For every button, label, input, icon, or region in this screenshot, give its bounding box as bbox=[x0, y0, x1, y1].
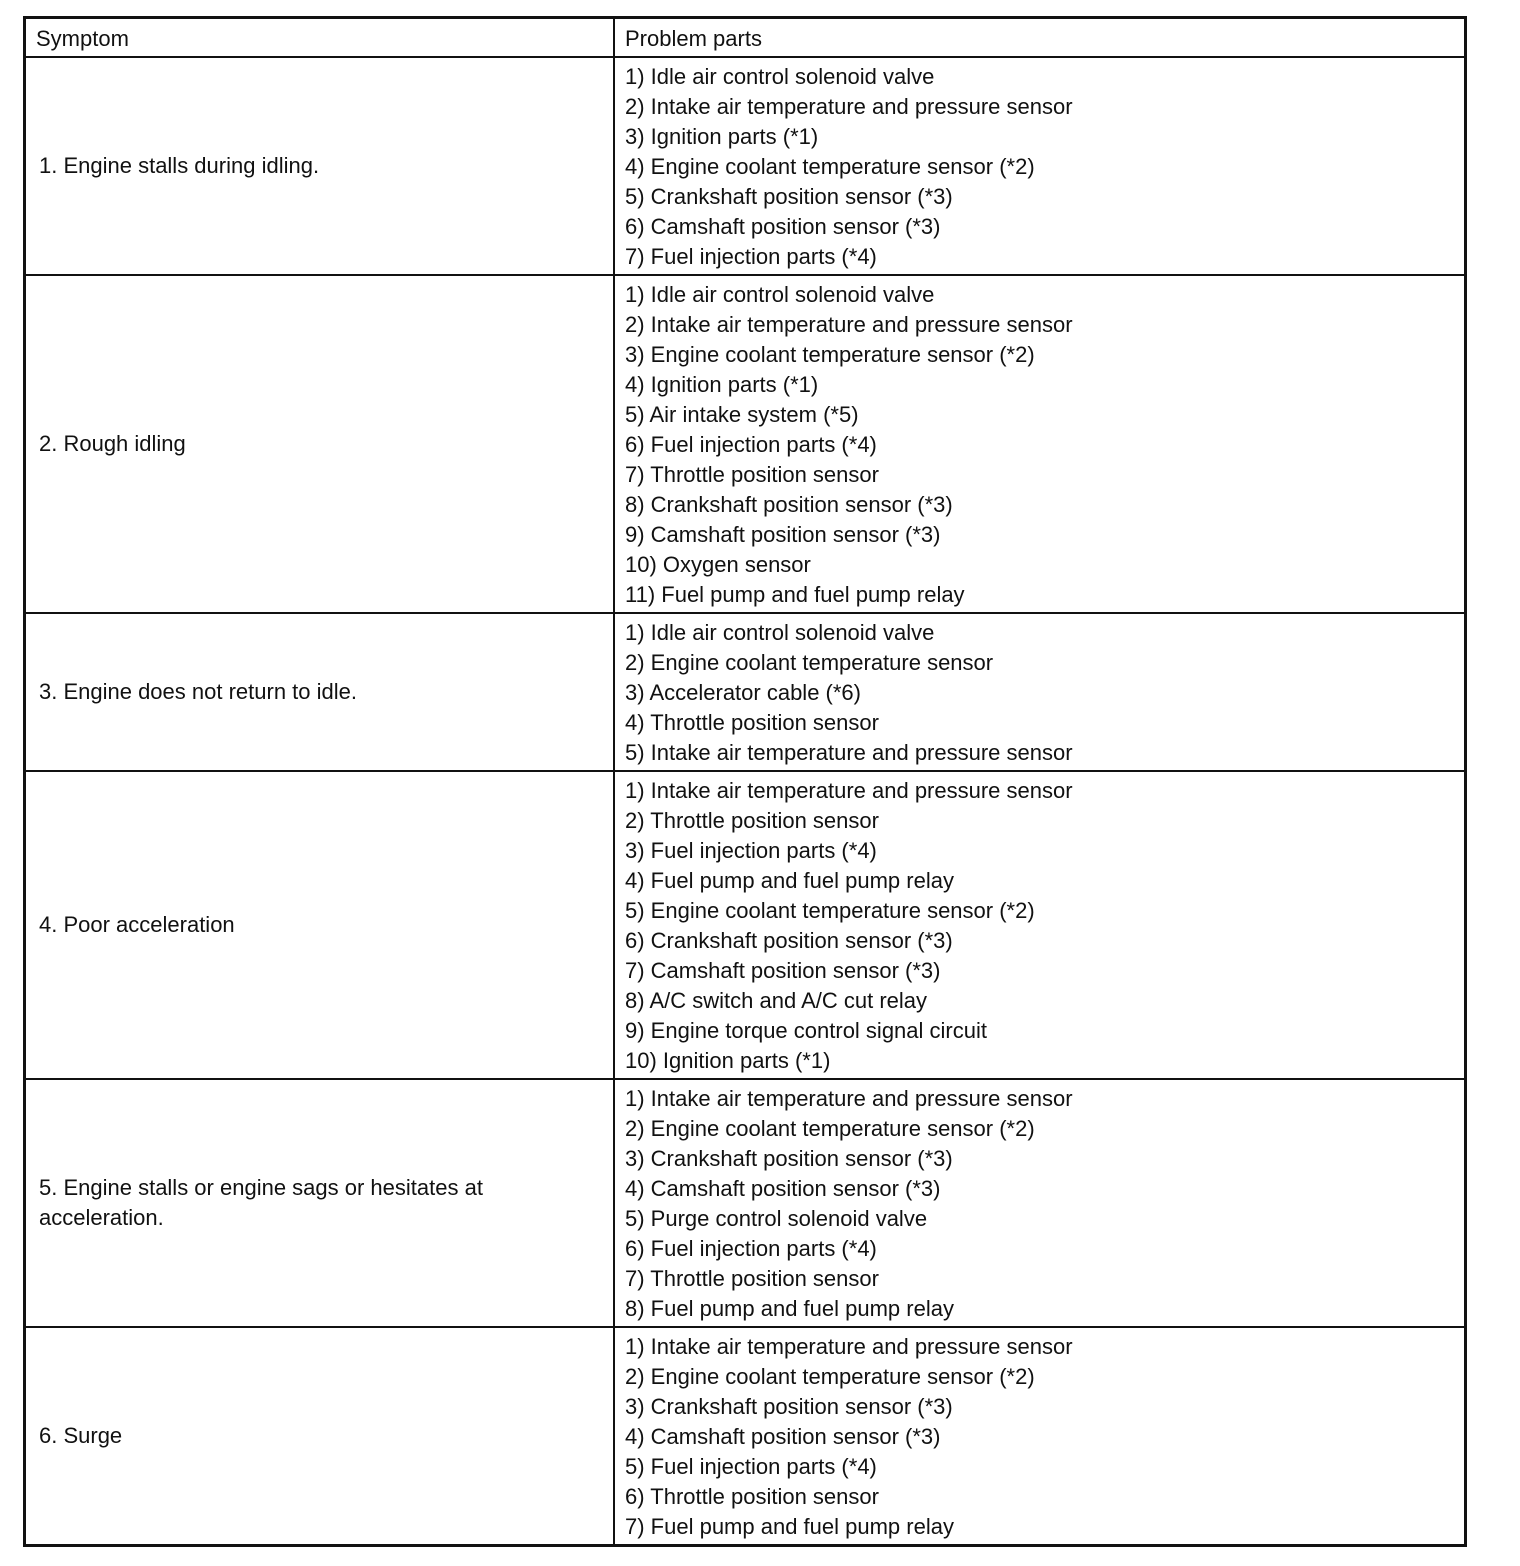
problem-parts-cell bbox=[614, 613, 1464, 771]
problem-part-item: 5) Intake air temperature and pressure sensor bbox=[625, 740, 1073, 765]
problem-part-item: 8) Fuel pump and fuel pump relay bbox=[625, 1296, 954, 1321]
problem-parts-cell bbox=[614, 771, 1464, 1079]
problem-part-item: 2) Engine coolant temperature sensor (*2) bbox=[625, 1116, 1035, 1141]
problem-part-item: 8) A/C switch and A/C cut relay bbox=[625, 988, 928, 1013]
problem-part-item: 7) Throttle position sensor bbox=[625, 1266, 879, 1291]
problem-part-item: 6) Fuel injection parts (*4) bbox=[625, 1236, 877, 1261]
problem-part-item: 5) Crankshaft position sensor (*3) bbox=[625, 184, 953, 209]
problem-part-item: 5) Fuel injection parts (*4) bbox=[625, 1454, 877, 1479]
problem-part-item: 5) Engine coolant temperature sensor (*2) bbox=[625, 898, 1035, 923]
problem-part-item: 7) Fuel injection parts (*4) bbox=[625, 244, 877, 269]
problem-parts-cell bbox=[614, 1327, 1464, 1544]
problem-part-item: 1) Idle air control solenoid valve bbox=[625, 620, 935, 645]
problem-parts-column-header: Problem parts bbox=[614, 19, 1464, 57]
problem-part-item: 8) Crankshaft position sensor (*3) bbox=[625, 492, 953, 517]
problem-part-item: 10) Oxygen sensor bbox=[625, 552, 811, 577]
problem-part-item: 1) Intake air temperature and pressure sensor bbox=[625, 1334, 1073, 1359]
problem-part-item: 2) Intake air temperature and pressure sensor bbox=[625, 94, 1073, 119]
table-row bbox=[26, 275, 1464, 613]
problem-part-item: 9) Engine torque control signal circuit bbox=[625, 1018, 987, 1043]
problem-part-item: 7) Camshaft position sensor (*3) bbox=[625, 958, 941, 983]
problem-part-item: 10) Ignition parts (*1) bbox=[625, 1048, 831, 1073]
problem-part-item: 4) Throttle position sensor bbox=[625, 710, 879, 735]
table-row bbox=[26, 771, 1464, 1079]
table-row bbox=[26, 57, 1464, 275]
problem-part-item: 4) Ignition parts (*1) bbox=[625, 372, 819, 397]
symptom-cell: 4. Poor acceleration bbox=[26, 771, 614, 1079]
problem-part-item: 2) Engine coolant temperature sensor bbox=[625, 650, 994, 675]
problem-part-item: 3) Engine coolant temperature sensor (*2) bbox=[625, 342, 1035, 367]
symptom-cell: 5. Engine stalls or engine sags or hesitates at acceleration. bbox=[26, 1079, 614, 1327]
problem-part-item: 2) Throttle position sensor bbox=[625, 808, 879, 833]
problem-part-item: 6) Fuel injection parts (*4) bbox=[625, 432, 877, 457]
problem-part-item: 7) Fuel pump and fuel pump relay bbox=[625, 1514, 954, 1539]
symptom-cell: 6. Surge bbox=[26, 1327, 614, 1544]
table-row bbox=[26, 1079, 1464, 1327]
symptom-cell: 2. Rough idling bbox=[26, 275, 614, 613]
problem-part-item: 9) Camshaft position sensor (*3) bbox=[625, 522, 941, 547]
diagnosis-table-frame bbox=[23, 16, 1467, 1547]
table-row bbox=[26, 1327, 1464, 1544]
problem-part-item: 4) Engine coolant temperature sensor (*2) bbox=[625, 154, 1035, 179]
problem-part-item: 4) Fuel pump and fuel pump relay bbox=[625, 868, 954, 893]
symptom-cell: 1. Engine stalls during idling. bbox=[26, 57, 614, 275]
symptom-problem-parts-table bbox=[26, 19, 1464, 1544]
problem-part-item: 6) Camshaft position sensor (*3) bbox=[625, 214, 941, 239]
problem-part-item: 2) Intake air temperature and pressure sensor bbox=[625, 312, 1073, 337]
symptom-cell: 3. Engine does not return to idle. bbox=[26, 613, 614, 771]
problem-part-item: 1) Idle air control solenoid valve bbox=[625, 64, 935, 89]
problem-part-item: 1) Intake air temperature and pressure sensor bbox=[625, 1086, 1073, 1111]
table-row bbox=[26, 613, 1464, 771]
problem-part-item: 3) Ignition parts (*1) bbox=[625, 124, 819, 149]
symptom-column-header: Symptom bbox=[26, 19, 614, 57]
problem-parts-cell bbox=[614, 1079, 1464, 1327]
table-header-row bbox=[26, 19, 1464, 57]
problem-part-item: 3) Accelerator cable (*6) bbox=[625, 680, 861, 705]
problem-part-item: 1) Idle air control solenoid valve bbox=[625, 282, 935, 307]
problem-part-item: 3) Crankshaft position sensor (*3) bbox=[625, 1146, 953, 1171]
problem-part-item: 11) Fuel pump and fuel pump relay bbox=[625, 582, 965, 607]
table-body bbox=[26, 57, 1464, 1544]
problem-part-item: 3) Crankshaft position sensor (*3) bbox=[625, 1394, 953, 1419]
problem-part-item: 1) Intake air temperature and pressure sensor bbox=[625, 778, 1073, 803]
problem-part-item: 4) Camshaft position sensor (*3) bbox=[625, 1176, 941, 1201]
problem-part-item: 4) Camshaft position sensor (*3) bbox=[625, 1424, 941, 1449]
problem-part-item: 3) Fuel injection parts (*4) bbox=[625, 838, 877, 863]
problem-part-item: 7) Throttle position sensor bbox=[625, 462, 879, 487]
problem-parts-cell bbox=[614, 275, 1464, 613]
problem-part-item: 5) Purge control solenoid valve bbox=[625, 1206, 928, 1231]
problem-part-item: 5) Air intake system (*5) bbox=[625, 402, 859, 427]
problem-part-item: 6) Throttle position sensor bbox=[625, 1484, 879, 1509]
problem-parts-cell bbox=[614, 57, 1464, 275]
problem-part-item: 6) Crankshaft position sensor (*3) bbox=[625, 928, 953, 953]
problem-part-item: 2) Engine coolant temperature sensor (*2) bbox=[625, 1364, 1035, 1389]
